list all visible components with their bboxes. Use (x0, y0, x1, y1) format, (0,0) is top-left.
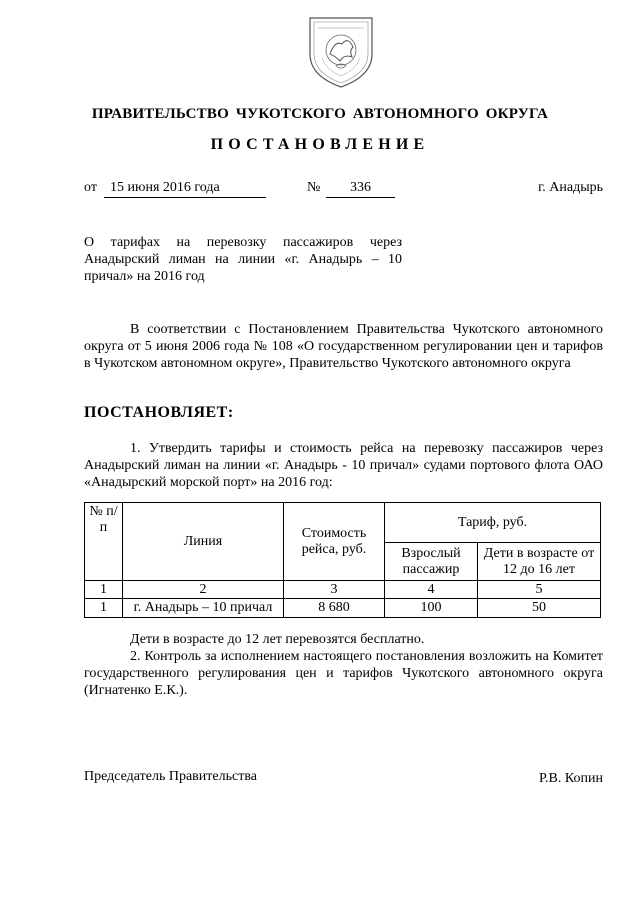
signer-name: Р.В. Копин (539, 771, 603, 786)
index-cell: 3 (284, 581, 385, 599)
document-subject: О тарифах на перевозку пассажиров через Анадырский лиман на линии «г. Анадырь – 10 причал» на 2016 год (84, 235, 402, 284)
table-header-row (85, 503, 601, 543)
header-tariff: Тариф, руб. (385, 503, 601, 543)
index-cell: 5 (478, 581, 601, 599)
resolve-heading: ПОСТАНОВЛЯЕТ: (84, 404, 234, 421)
document-type: ПОСТАНОВЛЕНИЕ (210, 136, 430, 153)
government-title: ПРАВИТЕЛЬСТВО ЧУКОТСКОГО АВТОНОМНОГО ОКРУГА (91, 106, 549, 122)
children-note: Дети в возрасте до 12 лет перевозятся бесплатно. (130, 632, 425, 647)
index-cell: 2 (123, 581, 284, 599)
item-2-paragraph: 2. Контроль за исполнением настоящего постановления возложить на Комитет государственного регулирования цен и тарифов Чукотского автономного округа (Игнатенко Е.К.). (84, 649, 603, 698)
date-value: 15 июня 2016 года (110, 180, 220, 195)
number-value: 336 (350, 180, 371, 195)
signer-position: Председатель Правительства (84, 769, 257, 784)
preamble-paragraph: В соответствии с Постановлением Правительства Чукотского автономного округа от 5 июня 2006 года № 108 «О государственном регулировании цен и тарифов в Чукотском автономном округе», Правительство Чукотского автономного округа (84, 322, 603, 371)
city: г. Анадырь (538, 180, 603, 195)
coat-of-arms-emblem (304, 14, 378, 90)
header-adult: Взрослый пассажир (385, 543, 478, 581)
number-field (326, 180, 395, 198)
coat-of-arms-icon (304, 14, 378, 90)
index-cell: 1 (85, 581, 123, 599)
row-child: 50 (478, 599, 601, 618)
table-row (85, 599, 601, 618)
index-cell: 4 (385, 581, 478, 599)
header-child: Дети в возрасте от 12 до 16 лет (478, 543, 601, 581)
header-num: № п/п (85, 503, 123, 581)
number-label: № (307, 180, 321, 195)
header-cost: Стоимость рейса, руб. (284, 503, 385, 581)
row-line: г. Анадырь – 10 причал (123, 599, 284, 618)
item-1-paragraph: 1. Утвердить тарифы и стоимость рейса на перевозку пассажиров через Анадырский лиман на линии «г. Анадырь - 10 причал» судами портового флота ОАО «Анадырский морской порт» на 2016 год: (84, 441, 603, 490)
date-from-label: от (84, 180, 97, 195)
table-index-row (85, 581, 601, 599)
row-cost: 8 680 (284, 599, 385, 618)
row-adult: 100 (385, 599, 478, 618)
header-line: Линия (123, 503, 284, 581)
tariff-table (84, 502, 601, 618)
row-num: 1 (85, 599, 123, 618)
date-field (104, 180, 266, 198)
